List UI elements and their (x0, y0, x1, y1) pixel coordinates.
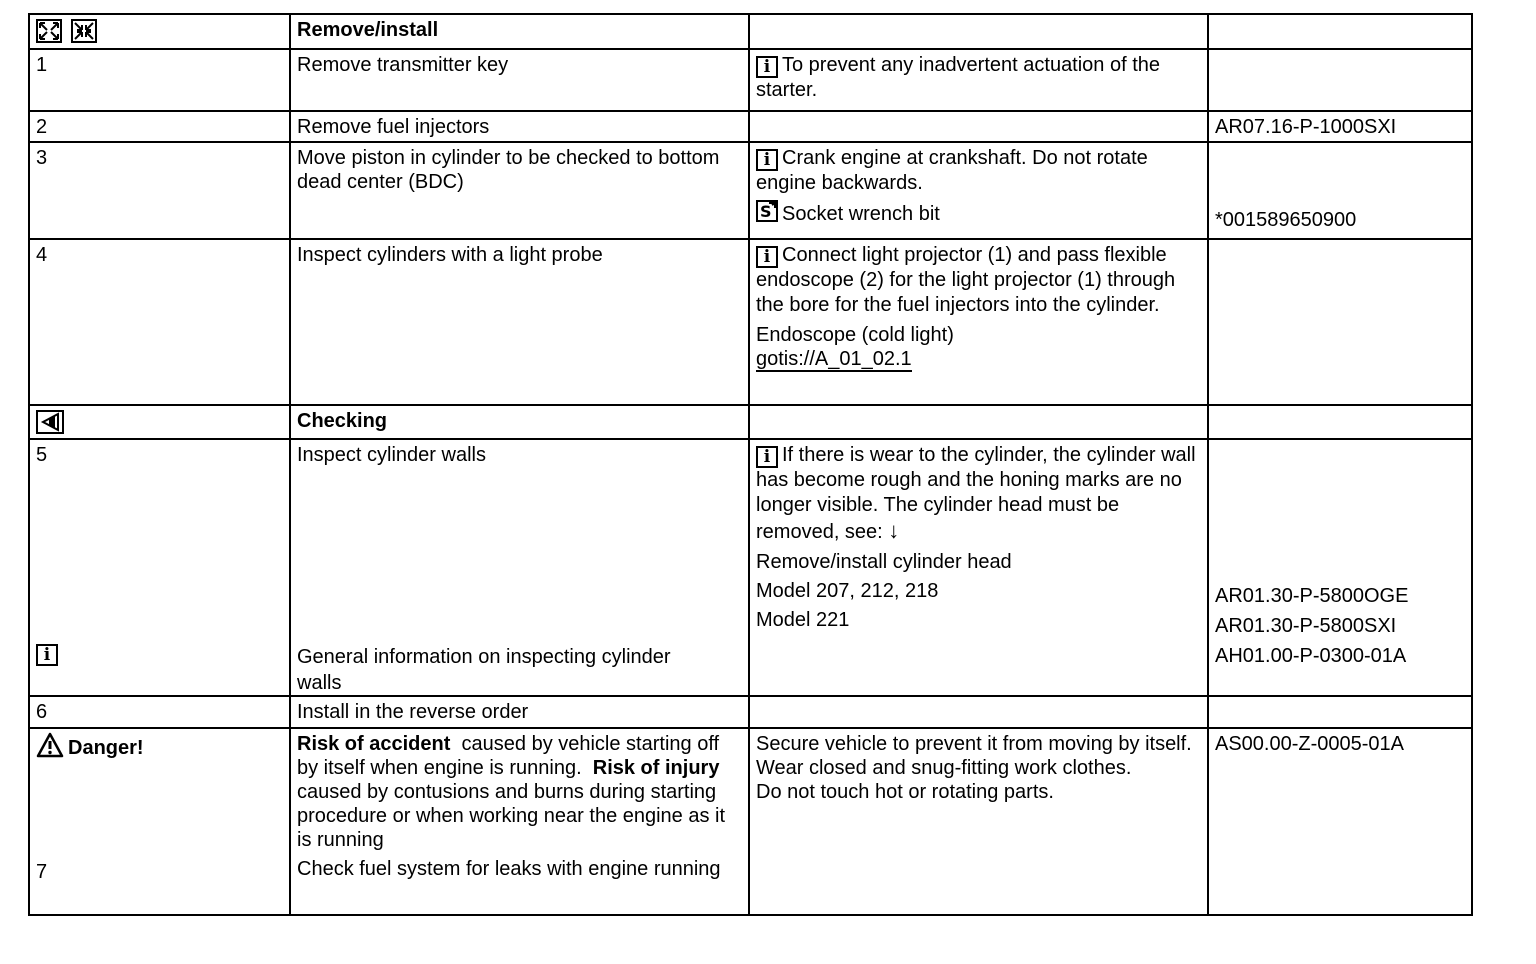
step-row (29, 111, 1472, 142)
tool-name: Endoscope (cold light) (756, 324, 954, 346)
step-number: 3 (29, 142, 290, 239)
info-icon: i (756, 246, 778, 268)
note-text: Connect light projector (1) and pass flexible endoscope (2) for the light projector (1) through the bore for the fuel injectors into the cylinder. (756, 244, 1176, 316)
risk-accident-text: caused by vehicle starting off by itself when engine is running. (297, 733, 720, 779)
info-icon: i (756, 446, 778, 468)
checking-icon (36, 410, 64, 434)
step-number-cell (29, 439, 290, 696)
info-icon: i (756, 149, 778, 171)
tool-part-number: *001589650900 (1208, 142, 1472, 239)
step-number: 6 (29, 696, 290, 728)
danger-text (290, 728, 749, 915)
document-reference[interactable]: AR01.30-P-5800OGE (1215, 585, 1409, 607)
sub-title: Remove/install cylinder head (756, 551, 1012, 573)
danger-cell (29, 728, 290, 915)
document-reference[interactable]: AR01.30-P-5800SXI (1215, 615, 1397, 637)
risk-accident: Risk of accident (297, 733, 451, 755)
remove-install-icon (36, 19, 98, 43)
document-reference[interactable]: AH01.00-P-0300-01A (1215, 645, 1407, 667)
step-number: 4 (29, 239, 290, 405)
note-text: Crank engine at crankshaft. Do not rotate engine backwards. (756, 147, 1148, 194)
risk-injury-text: caused by contusions and burns during starting procedure or when working near the engine as it is running (297, 781, 726, 851)
figure-link[interactable]: gotis://A_01_02.1 (756, 348, 912, 370)
step-row (29, 142, 1472, 239)
tool-name: Socket wrench bit (782, 203, 940, 225)
step-action: Inspect cylinder walls (297, 444, 486, 466)
measure: Secure vehicle to prevent it from moving by itself. (756, 733, 1192, 755)
info-icon: i (36, 644, 58, 666)
danger-label: Danger! (68, 737, 144, 759)
step-row (29, 49, 1472, 111)
socket-wrench-icon (756, 200, 778, 222)
section-icon-cell (29, 405, 290, 439)
step-action: Install in the reverse order (290, 696, 749, 728)
step-action-cell (290, 439, 749, 696)
step-action: Move piston in cylinder to be checked to bottom dead center (BDC) (290, 142, 749, 239)
step-note (749, 239, 1208, 405)
step-note (749, 142, 1208, 239)
arrow-down-icon: ↓ (888, 518, 900, 543)
step-number: 1 (29, 49, 290, 111)
step-number: 2 (29, 111, 290, 142)
work-instruction-table (28, 13, 1473, 916)
risk-injury: Risk of injury (592, 757, 720, 779)
step-note (749, 49, 1208, 111)
step-row (29, 696, 1472, 728)
measure: Wear closed and snug-fitting work clothes. (756, 757, 1132, 779)
step-action: Remove fuel injectors (290, 111, 749, 142)
step-action: Remove transmitter key (290, 49, 749, 111)
info-icon: i (756, 56, 778, 78)
step-number: 7 (36, 861, 48, 883)
document-reference[interactable]: AR07.16-P-1000SXI (1208, 111, 1472, 142)
measure: Do not touch hot or rotating parts. (756, 781, 1054, 803)
step-action: Inspect cylinders with a light probe (290, 239, 749, 405)
step-row (29, 439, 1472, 696)
step-row (29, 239, 1472, 405)
section-title: Remove/install (290, 14, 749, 49)
svg-text:S: S (760, 202, 772, 221)
section-title: Checking (290, 405, 749, 439)
model-b: Model 221 (756, 609, 850, 631)
step-number: 5 (36, 444, 48, 466)
danger-measures (749, 728, 1208, 915)
model-a: Model 207, 212, 218 (756, 580, 939, 602)
document-reference[interactable]: AS00.00-Z-0005-01A (1208, 728, 1472, 915)
section-icon-cell (29, 14, 290, 49)
danger-row (29, 728, 1472, 915)
section-row-checking (29, 405, 1472, 439)
step-action: Check fuel system for leaks with engine running (297, 858, 721, 880)
note-text: If there is wear to the cylinder, the cylinder wall has become rough and the honing marks are no longer visible. The cylinder head must be removed, see: (756, 444, 1196, 543)
step-note (749, 439, 1208, 696)
general-info-action: General information on inspecting cylinder walls (297, 646, 671, 694)
section-row-remove-install (29, 14, 1472, 49)
references-cell (1208, 439, 1472, 696)
warning-triangle-icon (36, 732, 64, 758)
note-text: To prevent any inadvertent actuation of the starter. (756, 54, 1161, 101)
